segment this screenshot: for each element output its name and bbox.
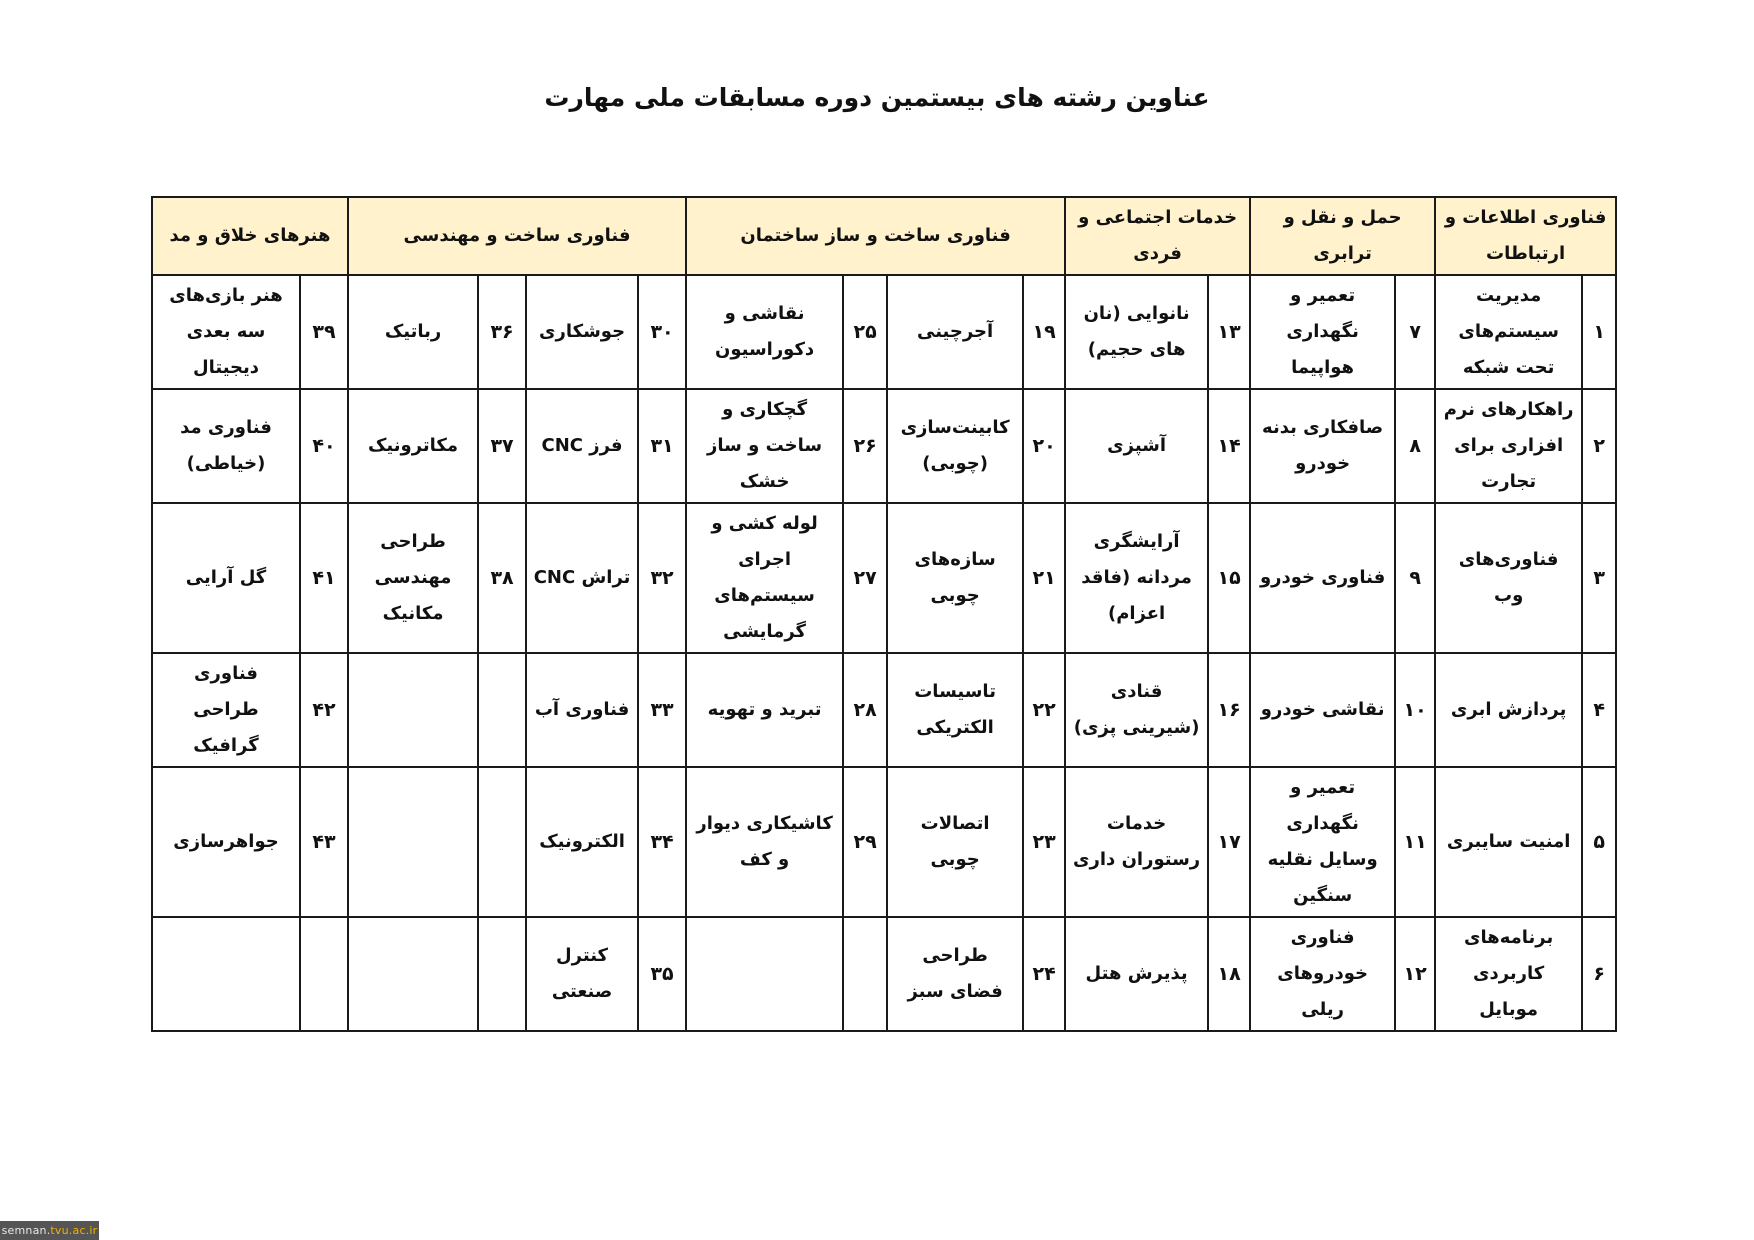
field-name <box>152 917 300 1031</box>
field-name: آشپزی <box>1065 389 1208 503</box>
field-name: گل آرایی <box>152 503 300 653</box>
field-name: طراحی مهندسی مکانیک <box>348 503 478 653</box>
field-name: اتصالات چوبی <box>887 767 1023 917</box>
category-header: فناوری ساخت و ساز ساختمان <box>686 197 1065 275</box>
field-number <box>478 917 526 1031</box>
site-domain: tvu.ac.ir <box>50 1224 98 1237</box>
field-name: طراحی فضای سبز <box>887 917 1023 1031</box>
competition-fields-table <box>151 196 1617 1032</box>
field-name: تاسیسات الکتریکی <box>887 653 1023 767</box>
field-name: فناوری آب <box>526 653 638 767</box>
field-number: ۱۱ <box>1395 767 1435 917</box>
field-name: نانوایی (نان های حجیم) <box>1065 275 1208 389</box>
field-number: ۴۰ <box>300 389 348 503</box>
field-number: ۲۴ <box>1023 917 1065 1031</box>
field-number: ۳۴ <box>638 767 686 917</box>
field-number: ۷ <box>1395 275 1435 389</box>
field-number: ۳۱ <box>638 389 686 503</box>
field-name: خدمات رستوران داری <box>1065 767 1208 917</box>
table-row <box>152 917 1616 1031</box>
field-number: ۱۲ <box>1395 917 1435 1031</box>
category-header-row <box>152 197 1616 275</box>
field-number: ۱۹ <box>1023 275 1065 389</box>
site-prefix: semnan. <box>1 1224 51 1237</box>
field-number: ۱۶ <box>1208 653 1250 767</box>
field-name: کاشیکاری دیوار و کف <box>686 767 843 917</box>
field-number: ۱۵ <box>1208 503 1250 653</box>
field-number: ۳۹ <box>300 275 348 389</box>
field-number: ۱۰ <box>1395 653 1435 767</box>
table-row <box>152 503 1616 653</box>
competition-fields-table-wrapper <box>151 196 1615 1032</box>
field-name: آجرچینی <box>887 275 1023 389</box>
field-number: ۴۱ <box>300 503 348 653</box>
field-name: قنادی (شیرینی پزی) <box>1065 653 1208 767</box>
field-name: فناوری مد (خیاطی) <box>152 389 300 503</box>
field-name: تعمیر و نگهداری هواپیما <box>1250 275 1395 389</box>
field-name: آرایشگری مردانه (فاقد اعزام) <box>1065 503 1208 653</box>
field-number: ۴ <box>1582 653 1616 767</box>
field-name: کنترل صنعتی <box>526 917 638 1031</box>
field-number: ۲۱ <box>1023 503 1065 653</box>
field-name: نقاشی خودرو <box>1250 653 1395 767</box>
field-number: ۲۵ <box>843 275 887 389</box>
field-number: ۴۲ <box>300 653 348 767</box>
field-name: مدیریت سیستم‌های تحت شبکه <box>1435 275 1582 389</box>
field-name: صافکاری بدنه خودرو <box>1250 389 1395 503</box>
field-name: فناوری خودروهای ریلی <box>1250 917 1395 1031</box>
category-header: حمل و نقل و ترابری <box>1250 197 1435 275</box>
field-number: ۱۸ <box>1208 917 1250 1031</box>
field-number: ۳۲ <box>638 503 686 653</box>
field-number: ۲۷ <box>843 503 887 653</box>
field-number: ۶ <box>1582 917 1616 1031</box>
field-name: راهکارهای نرم افزاری برای تجارت <box>1435 389 1582 503</box>
field-number: ۱۳ <box>1208 275 1250 389</box>
field-name: لوله کشی و اجرای سیستم‌های گرمایشی <box>686 503 843 653</box>
table-row <box>152 653 1616 767</box>
field-number: ۹ <box>1395 503 1435 653</box>
field-name: تراش CNC <box>526 503 638 653</box>
field-name: فناوری خودرو <box>1250 503 1395 653</box>
field-number: ۳۸ <box>478 503 526 653</box>
field-name: فناوری‌های وب <box>1435 503 1582 653</box>
field-name <box>348 767 478 917</box>
field-name <box>686 917 843 1031</box>
field-name: کابینت‌سازی (چوبی) <box>887 389 1023 503</box>
field-number: ۲۰ <box>1023 389 1065 503</box>
field-number: ۲۳ <box>1023 767 1065 917</box>
field-name: الکترونیک <box>526 767 638 917</box>
category-header: خدمات اجتماعی و فردی <box>1065 197 1250 275</box>
field-number <box>478 767 526 917</box>
field-number: ۳۷ <box>478 389 526 503</box>
site-watermark <box>0 1221 99 1240</box>
field-number: ۸ <box>1395 389 1435 503</box>
field-number: ۱ <box>1582 275 1616 389</box>
field-name <box>348 653 478 767</box>
field-number <box>300 917 348 1031</box>
field-number: ۵ <box>1582 767 1616 917</box>
field-name: جوشکاری <box>526 275 638 389</box>
category-header: فناوری اطلاعات و ارتباطات <box>1435 197 1616 275</box>
field-number: ۲ <box>1582 389 1616 503</box>
field-number: ۱۴ <box>1208 389 1250 503</box>
field-name: امنیت سایبری <box>1435 767 1582 917</box>
field-name: پردازش ابری <box>1435 653 1582 767</box>
field-number: ۳۵ <box>638 917 686 1031</box>
field-name: فناوری طراحی گرافیک <box>152 653 300 767</box>
field-number: ۳۶ <box>478 275 526 389</box>
field-name: نقاشی و دکوراسیون <box>686 275 843 389</box>
field-number <box>843 917 887 1031</box>
field-name: تبرید و تهویه <box>686 653 843 767</box>
field-number: ۳ <box>1582 503 1616 653</box>
field-name: برنامه‌های کاربردی موبایل <box>1435 917 1582 1031</box>
field-name: سازه‌های چوبی <box>887 503 1023 653</box>
table-row <box>152 389 1616 503</box>
table-row <box>152 275 1616 389</box>
field-name: جواهرسازی <box>152 767 300 917</box>
field-name: فرز CNC <box>526 389 638 503</box>
field-number: ۱۷ <box>1208 767 1250 917</box>
field-number: ۳۳ <box>638 653 686 767</box>
category-header: هنرهای خلاق و مد <box>152 197 348 275</box>
field-name: رباتیک <box>348 275 478 389</box>
table-body <box>152 275 1616 1031</box>
field-name: پذیرش هتل <box>1065 917 1208 1031</box>
field-number: ۲۹ <box>843 767 887 917</box>
field-name: گچکاری و ساخت و ساز خشک <box>686 389 843 503</box>
category-header: فناوری ساخت و مهندسی <box>348 197 686 275</box>
field-number: ۳۰ <box>638 275 686 389</box>
field-name: مکاترونیک <box>348 389 478 503</box>
page-title: عناوین رشته های بیستمین دوره مسابقات ملی مهارت <box>544 83 1210 112</box>
field-name <box>348 917 478 1031</box>
field-number: ۲۸ <box>843 653 887 767</box>
field-name: تعمیر و نگهداری وسایل نقلیه سنگین <box>1250 767 1395 917</box>
field-number: ۴۳ <box>300 767 348 917</box>
field-number <box>478 653 526 767</box>
field-number: ۲۲ <box>1023 653 1065 767</box>
field-number: ۲۶ <box>843 389 887 503</box>
table-row <box>152 767 1616 917</box>
field-name: هنر بازی‌های سه بعدی دیجیتال <box>152 275 300 389</box>
